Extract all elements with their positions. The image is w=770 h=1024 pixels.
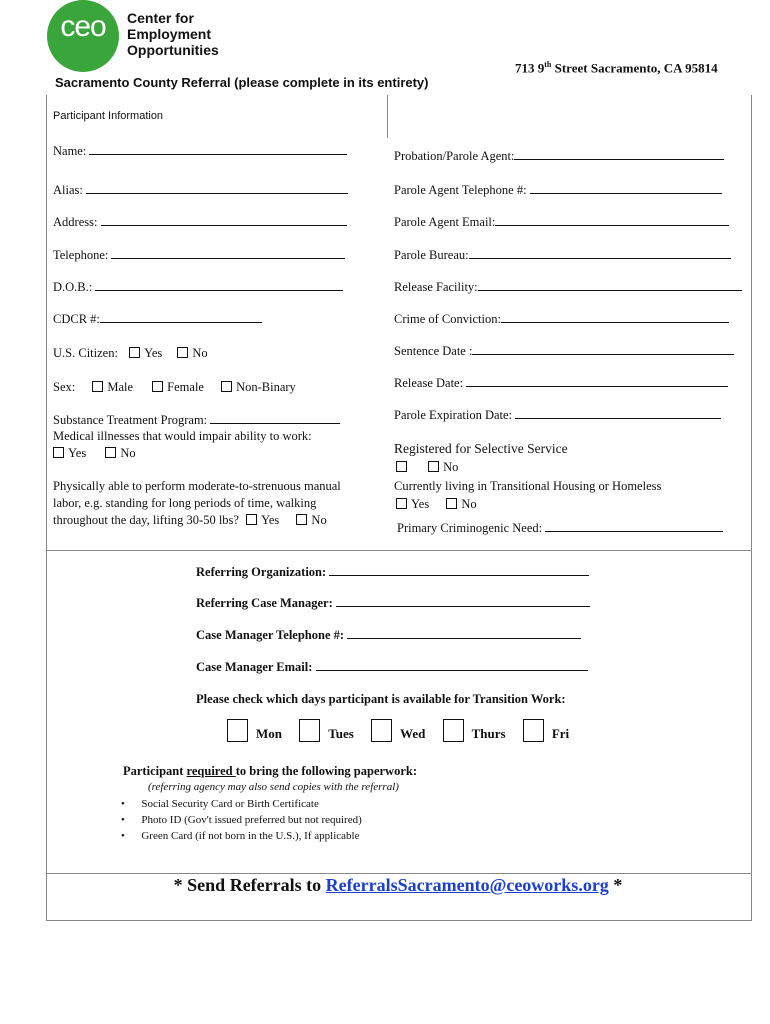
medical-no[interactable]: No (105, 446, 135, 460)
cdcr-field[interactable]: CDCR #: (53, 311, 262, 327)
days-prompt: Please check which days participant is available for Transition Work: (196, 692, 566, 706)
day-mon[interactable]: Mon (227, 726, 282, 741)
medical-label: Medical illnesses that would impair ability to work: (53, 429, 312, 443)
expiration-field[interactable]: Parole Expiration Date: (394, 407, 721, 423)
day-fri[interactable]: Fri (523, 726, 569, 741)
paperwork-note: (referring agency may also send copies with the referral) (148, 781, 399, 793)
participant-info-label: Participant Information (53, 110, 164, 122)
day-tues[interactable]: Tues (299, 726, 354, 741)
agent-phone-field[interactable]: Parole Agent Telephone #: (394, 182, 722, 198)
facility-field[interactable]: Release Facility: (394, 279, 742, 295)
physical-line2: labor, e.g. standing for long periods of time, walking (53, 496, 317, 510)
medical-options (53, 446, 136, 461)
alias-field[interactable]: Alias: (53, 182, 348, 198)
referring-org-field[interactable]: Referring Organization: (196, 564, 589, 580)
days-row (227, 719, 569, 742)
name-field[interactable]: Name: (53, 143, 347, 159)
selective-yes[interactable] (396, 460, 411, 474)
cm-phone-field[interactable]: Case Manager Telephone #: (196, 627, 581, 643)
physical-yes[interactable]: Yes (246, 513, 279, 527)
citizen-yes[interactable]: Yes (129, 346, 162, 360)
transitional-no[interactable]: No (446, 497, 476, 511)
org-address: 713 9th Street Sacramento, CA 95814 (515, 60, 718, 76)
email-link[interactable]: ReferralsSacramento@ceoworks.org (325, 875, 609, 895)
logo-text: ceo (60, 10, 106, 43)
cm-email-field[interactable]: Case Manager Email: (196, 659, 588, 675)
sex-female[interactable]: Female (152, 380, 204, 394)
selective-options (396, 460, 458, 475)
transitional-options (396, 497, 477, 512)
substance-field[interactable]: Substance Treatment Program: (53, 412, 340, 428)
sex-nonbinary[interactable]: Non-Binary (221, 380, 296, 394)
day-thurs[interactable]: Thurs (443, 726, 506, 741)
sex-male[interactable]: Male (92, 380, 133, 394)
send-referrals: * Send Referrals to ReferralsSacramento@ceoworks.org * (173, 875, 623, 895)
day-wed[interactable]: Wed (371, 726, 425, 741)
transitional-yes[interactable]: Yes (396, 497, 429, 511)
physical-no[interactable]: No (296, 513, 326, 527)
address-field[interactable]: Address: (53, 214, 347, 230)
case-manager-field[interactable]: Referring Case Manager: (196, 595, 590, 611)
crime-field[interactable]: Crime of Conviction: (394, 311, 729, 327)
telephone-field[interactable]: Telephone: (53, 247, 345, 263)
column-divider (387, 95, 388, 138)
sentence-field[interactable]: Sentence Date : (394, 343, 734, 359)
selective-label: Registered for Selective Service (394, 441, 568, 456)
sex-field: Sex: Male Female Non-Binary (53, 380, 296, 394)
citizen-field: U.S. Citizen: Yes No (53, 346, 208, 360)
physical-line1: Physically able to perform moderate-to-strenuous manual (53, 479, 341, 493)
release-field[interactable]: Release Date: (394, 375, 728, 391)
medical-yes[interactable]: Yes (53, 446, 86, 460)
form-title: Sacramento County Referral (please complete in its entirety) (55, 75, 429, 90)
list-item: • Social Security Card or Birth Certificate (121, 798, 319, 810)
paperwork-heading: Participant required to bring the following paperwork: (123, 764, 417, 778)
dob-field[interactable]: D.O.B.: (53, 279, 343, 295)
transitional-label: Currently living in Transitional Housing or Homeless (394, 479, 662, 493)
agent-field[interactable]: Probation/Parole Agent: (394, 148, 724, 164)
criminogenic-field[interactable]: Primary Criminogenic Need: (397, 520, 723, 536)
citizen-no[interactable]: No (177, 346, 207, 360)
bureau-field[interactable]: Parole Bureau: (394, 247, 731, 263)
list-item: • Green Card (if not born in the U.S.), If applicable (121, 830, 360, 842)
list-item: • Photo ID (Gov't issued preferred but not required) (121, 814, 362, 826)
org-name: Center for Employment Opportunities (127, 10, 219, 58)
selective-no[interactable]: No (428, 460, 458, 474)
agent-email-field[interactable]: Parole Agent Email: (394, 214, 729, 230)
physical-line3: throughout the day, lifting 30-50 lbs? Yes No (53, 513, 327, 527)
